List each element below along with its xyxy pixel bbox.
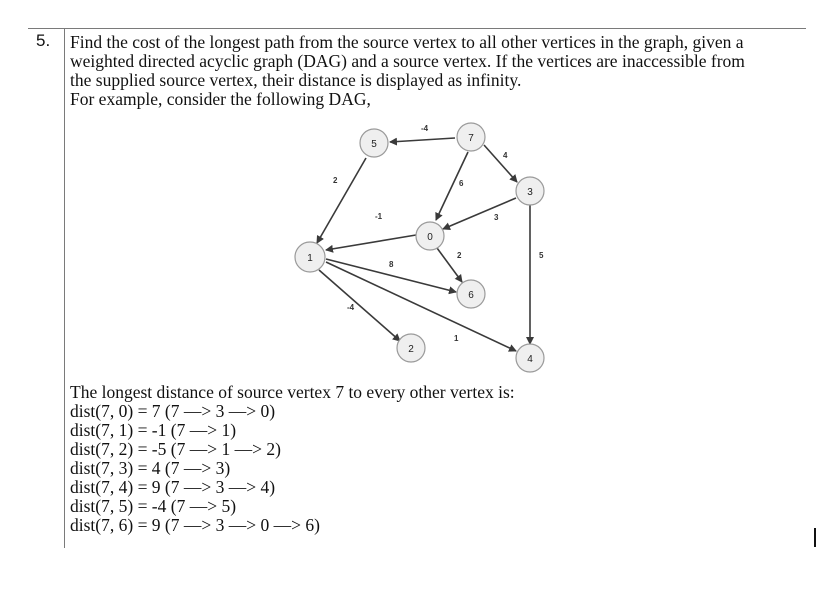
result-line-1: dist(7, 1) = -1 (7 —> 1) (70, 420, 237, 440)
question-number: 5. (36, 31, 51, 50)
svg-text:4: 4 (527, 354, 533, 365)
edge-0-1 (326, 235, 416, 250)
edge-7-3 (484, 145, 517, 182)
edge-3-0 (443, 198, 516, 229)
result-intro: The longest distance of source vertex 7 to every other vertex is: (70, 382, 515, 402)
weight-label-5-1: 2 (333, 176, 338, 185)
node-3 (516, 177, 544, 205)
node-6 (457, 280, 485, 308)
question-line-3: the supplied source vertex, their distance is displayed as infinity. (70, 70, 522, 90)
result-line-2: dist(7, 2) = -5 (7 —> 1 —> 2) (70, 439, 281, 459)
weight-label-0-1: -1 (375, 212, 383, 221)
weight-label-1-6: 8 (389, 260, 394, 269)
edge-5-1 (317, 158, 366, 243)
weight-label-1-4: 1 (454, 334, 459, 343)
svg-text:2: 2 (408, 344, 414, 355)
node-0 (416, 222, 444, 250)
weight-label-1-2: -4 (347, 303, 355, 312)
edge-7-5 (390, 138, 455, 142)
question-line-4: For example, consider the following DAG, (70, 89, 371, 109)
svg-text:5: 5 (371, 139, 377, 150)
weight-label-7-5: -4 (421, 124, 429, 133)
question-line-1: Find the cost of the longest path from the source vertex to all other vertices in the graph, given a (70, 32, 744, 52)
weight-label-7-3: 4 (503, 151, 508, 160)
weight-label-7-0: 6 (459, 179, 464, 188)
result-line-0: dist(7, 0) = 7 (7 —> 3 —> 0) (70, 401, 276, 421)
question-line-2: weighted directed acyclic graph (DAG) and a source vertex. If the vertices are inaccessible from (70, 51, 745, 71)
text-cursor (814, 528, 816, 547)
result-line-3: dist(7, 3) = 4 (7 —> 3) (70, 458, 231, 478)
node-4 (516, 344, 544, 372)
node-1 (295, 242, 325, 272)
svg-text:6: 6 (468, 290, 474, 301)
svg-text:0: 0 (427, 232, 433, 243)
svg-text:7: 7 (468, 133, 474, 144)
node-5 (360, 129, 388, 157)
result-line-5: dist(7, 5) = -4 (7 —> 5) (70, 496, 237, 516)
weight-label-0-6: 2 (457, 251, 462, 260)
node-2 (397, 334, 425, 362)
svg-text:3: 3 (527, 187, 533, 198)
edge-1-2 (319, 270, 400, 341)
svg-text:1: 1 (307, 253, 313, 264)
result-line-6: dist(7, 6) = 9 (7 —> 3 —> 0 —> 6) (70, 515, 320, 535)
result-line-4: dist(7, 4) = 9 (7 —> 3 —> 4) (70, 477, 276, 497)
weight-label-3-4: 5 (539, 251, 544, 260)
weight-label-3-0: 3 (494, 213, 499, 222)
node-7 (457, 123, 485, 151)
